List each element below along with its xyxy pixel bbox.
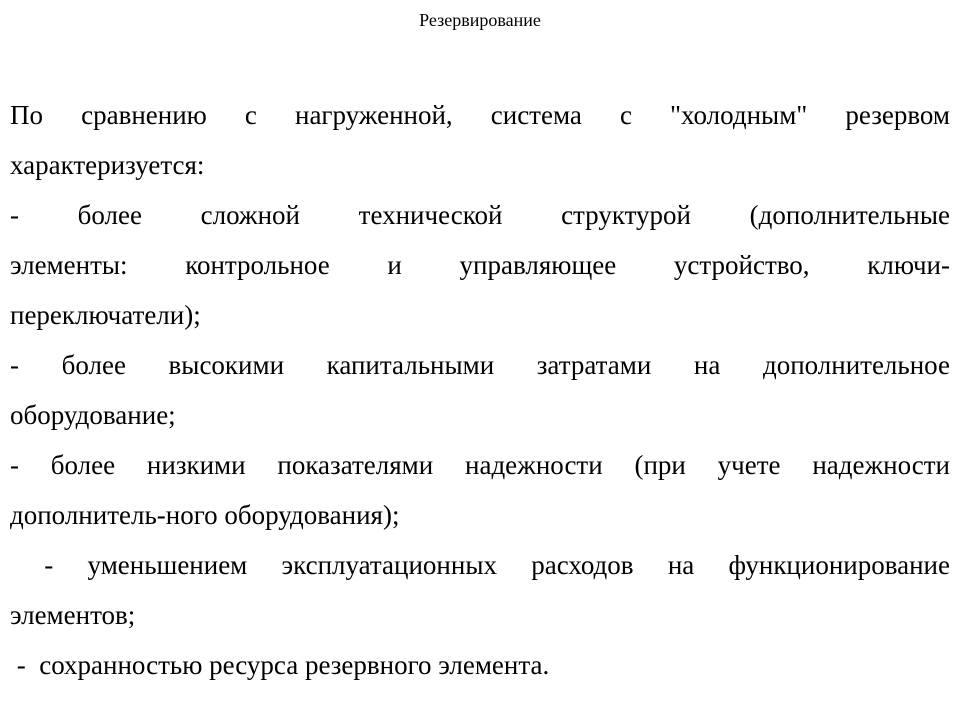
list-item-capital-costs (10, 345, 950, 445)
slide-title: Резервирование (419, 10, 541, 30)
list-item-line: - более высокими капитальными затратами на дополнительное (10, 350, 950, 380)
intro-paragraph (10, 95, 950, 195)
list-item-line: оборудование; (10, 400, 176, 430)
list-item-line: элементов; (10, 600, 136, 630)
list-item-line: - сохранностью ресурса резервного элемента. (10, 650, 550, 680)
list-item-line: элементы: контрольное и управляющее устройство, ключи- (10, 250, 950, 280)
list-item-line: дополнитель-ного оборудования); (10, 500, 400, 530)
list-item-line: - более низкими показателями надежности (при учете надежности (10, 450, 950, 480)
list-item-operating-costs (10, 545, 950, 645)
list-item-complex-structure (10, 195, 950, 345)
intro-line: характеризуется: (10, 150, 205, 180)
list-item-line: - уменьшением эксплуатационных расходов на функционирование (10, 550, 950, 580)
list-item-line: переключатели); (10, 300, 201, 330)
list-item-lower-reliability (10, 445, 950, 545)
slide-body (10, 95, 950, 695)
list-item-resource-preservation (10, 645, 950, 695)
intro-line: По сравнению с нагруженной, система с "холодным" резервом (10, 100, 950, 130)
list-item-line: - более сложной технической структурой (дополнительные (10, 200, 950, 230)
